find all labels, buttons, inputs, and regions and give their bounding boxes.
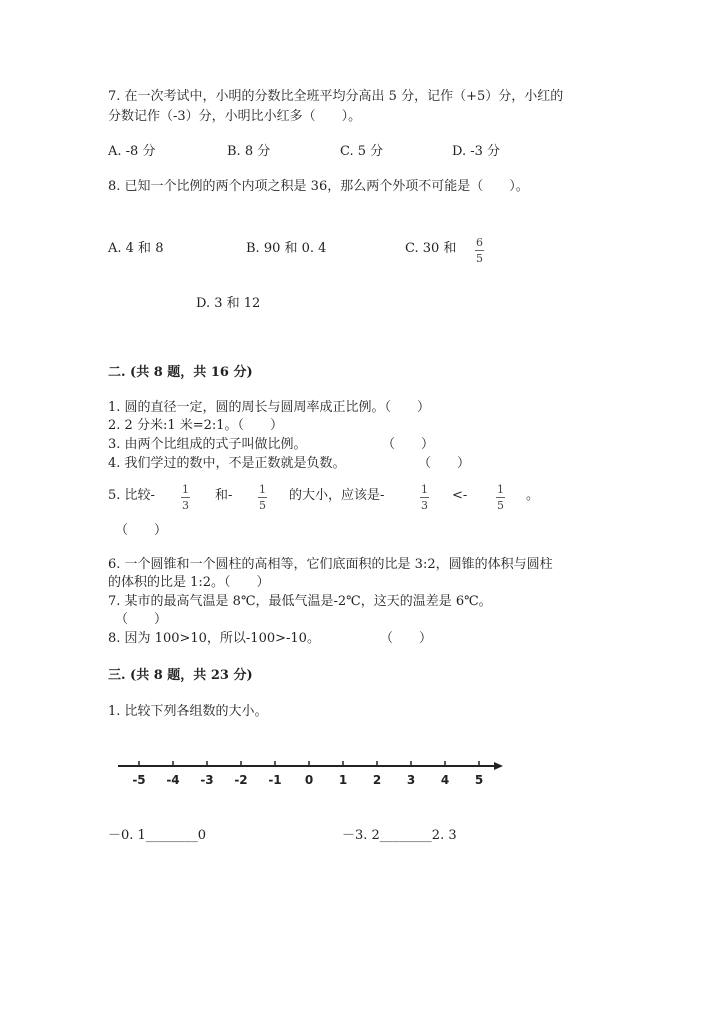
q8-option-d: D. 3 和 12	[196, 296, 261, 311]
s2-item5-mid: 和-	[215, 488, 233, 503]
number-line-label: 2	[372, 773, 382, 787]
s2-item5-fraction-4	[496, 483, 505, 512]
s2-item4: 4. 我们学过的数中，不是正数就是负数。	[108, 456, 346, 471]
fraction-denominator: 5	[476, 252, 483, 265]
s2-item5-end: 。	[526, 488, 540, 503]
q8-option-a: A. 4 和 8	[108, 241, 164, 256]
fraction-denominator: 5	[497, 499, 504, 512]
q7-option-d: D. -3 分	[452, 144, 501, 159]
fraction-numerator: 1	[421, 483, 428, 496]
number-line-ticks	[132, 761, 483, 787]
q7-line2: 分数记作（-3）分，小明比小红多（ ）。	[108, 109, 362, 124]
s2-item2: 2. 2 分米:1 米=2:1。（ ）	[108, 418, 284, 433]
number-line-label: 5	[474, 773, 484, 787]
fraction-numerator: 6	[476, 236, 483, 249]
q8-option-b: B. 90 和 0. 4	[246, 241, 327, 256]
fraction-denominator: 3	[421, 499, 428, 512]
fraction-numerator: 1	[182, 483, 189, 496]
s2-item1: 1. 圆的直径一定，圆的周长与圆周率成正比例。（ ）	[108, 400, 431, 415]
s2-item5-paren: （ ）	[115, 523, 168, 538]
number-line-label: -2	[234, 773, 248, 787]
number-line-label: 3	[406, 773, 416, 787]
number-line-label: -5	[132, 773, 146, 787]
number-line-arrow	[494, 762, 503, 770]
fraction-denominator: 5	[259, 499, 266, 512]
q8-option-c-fraction	[475, 236, 484, 265]
s2-item3-paren: （ ）	[382, 437, 435, 452]
fraction-bar	[420, 497, 429, 498]
number-line-label: 0	[304, 773, 314, 787]
q8-option-c: C. 30 和	[405, 241, 457, 256]
fraction-bar	[475, 250, 484, 251]
number-line-label: 4	[440, 773, 450, 787]
q7-option-b: B. 8 分	[227, 144, 271, 159]
s2-item8: 8. 因为 100>10，所以-100>-10。	[108, 631, 320, 646]
number-line-label: -4	[166, 773, 180, 787]
q7-line1: 7. 在一次考试中，小明的分数比全班平均分高出 5 分，记作（+5）分，小红的	[108, 89, 564, 104]
s2-item5-fraction-2	[258, 483, 267, 512]
s2-item5-text2: 的大小，应该是-	[289, 488, 385, 503]
section3-title: 三. (共 8 题，共 23 分)	[108, 668, 253, 683]
number-line-label: -3	[200, 773, 214, 787]
number-line	[0, 750, 720, 810]
s2-item5-fraction-1	[181, 483, 190, 512]
s2-item5-operator: <-	[452, 488, 468, 503]
fraction-bar	[181, 497, 190, 498]
s2-item3: 3. 由两个比组成的式子叫做比例。	[108, 437, 307, 452]
fraction-numerator: 1	[497, 483, 504, 496]
s2-item8-paren: （ ）	[380, 631, 433, 646]
q7-option-c: C. 5 分	[340, 144, 384, 159]
s2-item7-paren: （ ）	[115, 612, 168, 627]
number-line-label: -1	[268, 773, 282, 787]
section2-title: 二. (共 8 题，共 16 分)	[108, 365, 253, 380]
s2-item5-fraction-3	[420, 483, 429, 512]
q7-option-a: A. -8 分	[108, 144, 156, 159]
q8-text: 8. 已知一个比例的两个内项之积是 36，那么两个外项不可能是（ ）。	[108, 179, 529, 194]
fraction-bar	[258, 497, 267, 498]
number-line-label: 1	[338, 773, 348, 787]
fraction-bar	[496, 497, 505, 498]
fraction-denominator: 3	[182, 499, 189, 512]
fraction-numerator: 1	[259, 483, 266, 496]
s2-item6-line2: 的体积的比是 1:2。（ ）	[108, 575, 270, 590]
compare-right: －3. 2________2. 3	[342, 828, 457, 843]
s2-item6-line1: 6. 一个圆锥和一个圆柱的高相等，它们底面积的比是 3:2，圆锥的体积与圆柱	[108, 557, 553, 572]
compare-left: －0. 1________0	[108, 828, 207, 843]
s2-item4-paren: （ ）	[418, 456, 471, 471]
s2-item7-line1: 7. 某市的最高气温是 8℃，最低气温是-2℃，这天的温差是 6℃。	[108, 594, 492, 609]
s3-q1: 1. 比较下列各组数的大小。	[108, 704, 268, 719]
s2-item5-prefix: 5. 比较-	[108, 488, 155, 503]
